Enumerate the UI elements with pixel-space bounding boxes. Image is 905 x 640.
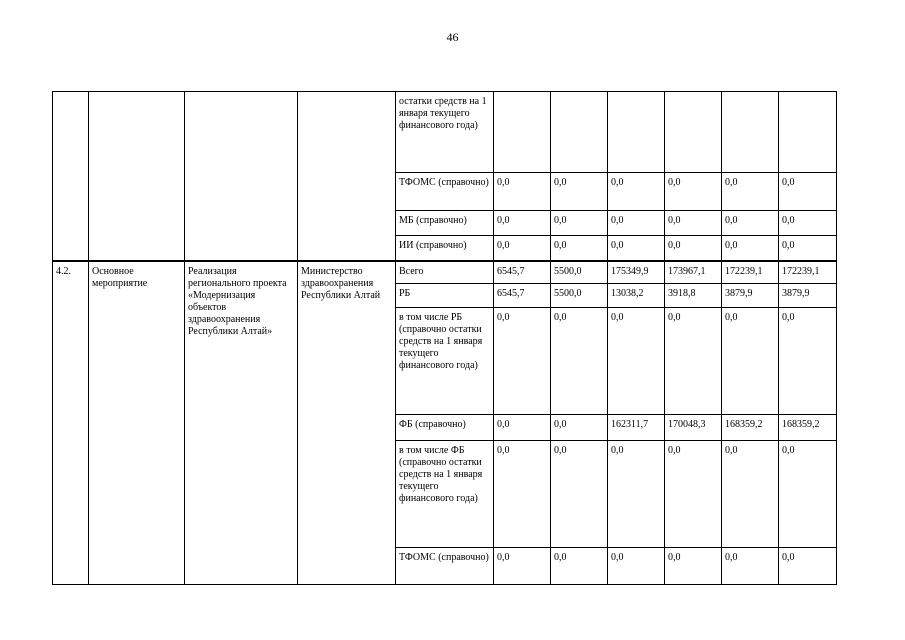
value-cell: 0,0	[779, 308, 837, 415]
measure-type-cell-empty	[89, 92, 185, 261]
value-cell: 0,0	[608, 441, 665, 548]
value-cell	[779, 92, 837, 173]
value-cell: 0,0	[494, 308, 551, 415]
value-cell: 0,0	[779, 211, 837, 236]
value-cell: 0,0	[608, 308, 665, 415]
value-cell: 0,0	[608, 236, 665, 261]
value-cell: 0,0	[665, 211, 722, 236]
value-cell: 0,0	[779, 236, 837, 261]
value-cell: 0,0	[494, 548, 551, 585]
value-cell	[665, 92, 722, 173]
value-cell: 0,0	[608, 211, 665, 236]
value-cell	[722, 92, 779, 173]
value-cell: 0,0	[494, 211, 551, 236]
value-cell: 0,0	[494, 173, 551, 211]
value-cell: 168359,2	[722, 415, 779, 441]
value-cell: 0,0	[551, 308, 608, 415]
value-cell: 6545,7	[494, 284, 551, 308]
value-cell: 175349,9	[608, 261, 665, 284]
value-cell: 3879,9	[722, 284, 779, 308]
value-cell: 0,0	[722, 308, 779, 415]
measure-type-cell: Основное мероприятие	[89, 261, 185, 585]
measure-number-cell: 4.2.	[53, 261, 89, 585]
funding-source-cell: Всего	[396, 261, 494, 284]
funding-source-cell: ТФОМС (справочно)	[396, 548, 494, 585]
measure-number-cell-empty	[53, 92, 89, 261]
value-cell: 0,0	[551, 173, 608, 211]
value-cell: 0,0	[551, 236, 608, 261]
value-cell: 13038,2	[608, 284, 665, 308]
value-cell: 172239,1	[722, 261, 779, 284]
value-cell: 6545,7	[494, 261, 551, 284]
value-cell: 0,0	[779, 173, 837, 211]
value-cell: 0,0	[722, 173, 779, 211]
value-cell: 3918,8	[665, 284, 722, 308]
table-row	[53, 92, 837, 173]
value-cell: 170048,3	[665, 415, 722, 441]
funding-source-cell: ФБ (справочно)	[396, 415, 494, 441]
funding-source-cell: МБ (справочно)	[396, 211, 494, 236]
value-cell: 0,0	[722, 548, 779, 585]
value-cell	[494, 92, 551, 173]
value-cell: 172239,1	[779, 261, 837, 284]
value-cell: 168359,2	[779, 415, 837, 441]
funding-source-cell: остатки средств на 1 января текущего финансового года)	[396, 92, 494, 173]
executor-cell-empty	[298, 92, 396, 261]
value-cell: 0,0	[722, 441, 779, 548]
value-cell: 0,0	[494, 441, 551, 548]
value-cell: 5500,0	[551, 261, 608, 284]
funding-source-cell: в том числе РБ (справочно остатки средств на 1 января текущего финансового года)	[396, 308, 494, 415]
measure-name-cell: Реализация регионального проекта «Модернизация объектов здравоохранения Республики Алтай»	[185, 261, 298, 585]
measure-name-cell-empty	[185, 92, 298, 261]
value-cell: 0,0	[494, 415, 551, 441]
value-cell	[608, 92, 665, 173]
table-row	[53, 261, 837, 284]
value-cell: 0,0	[494, 236, 551, 261]
value-cell: 0,0	[665, 236, 722, 261]
value-cell: 5500,0	[551, 284, 608, 308]
funding-source-cell: РБ	[396, 284, 494, 308]
funding-source-cell: ИИ (справочно)	[396, 236, 494, 261]
value-cell: 0,0	[665, 441, 722, 548]
value-cell: 173967,1	[665, 261, 722, 284]
funding-source-cell: ТФОМС (справочно)	[396, 173, 494, 211]
value-cell: 3879,9	[779, 284, 837, 308]
value-cell: 0,0	[722, 236, 779, 261]
value-cell: 162311,7	[608, 415, 665, 441]
value-cell: 0,0	[608, 173, 665, 211]
value-cell: 0,0	[608, 548, 665, 585]
value-cell: 0,0	[551, 548, 608, 585]
funding-source-cell: в том числе ФБ (справочно остатки средств на 1 января текущего финансового года)	[396, 441, 494, 548]
executor-cell: Министерство здравоохранения Республики Алтай	[298, 261, 396, 585]
page-number: 46	[446, 30, 459, 44]
value-cell: 0,0	[665, 173, 722, 211]
value-cell: 0,0	[779, 548, 837, 585]
value-cell: 0,0	[551, 211, 608, 236]
value-cell: 0,0	[551, 415, 608, 441]
value-cell: 0,0	[551, 441, 608, 548]
value-cell: 0,0	[665, 308, 722, 415]
value-cell	[551, 92, 608, 173]
value-cell: 0,0	[779, 441, 837, 548]
value-cell: 0,0	[722, 211, 779, 236]
value-cell: 0,0	[665, 548, 722, 585]
budget-table	[52, 91, 837, 585]
